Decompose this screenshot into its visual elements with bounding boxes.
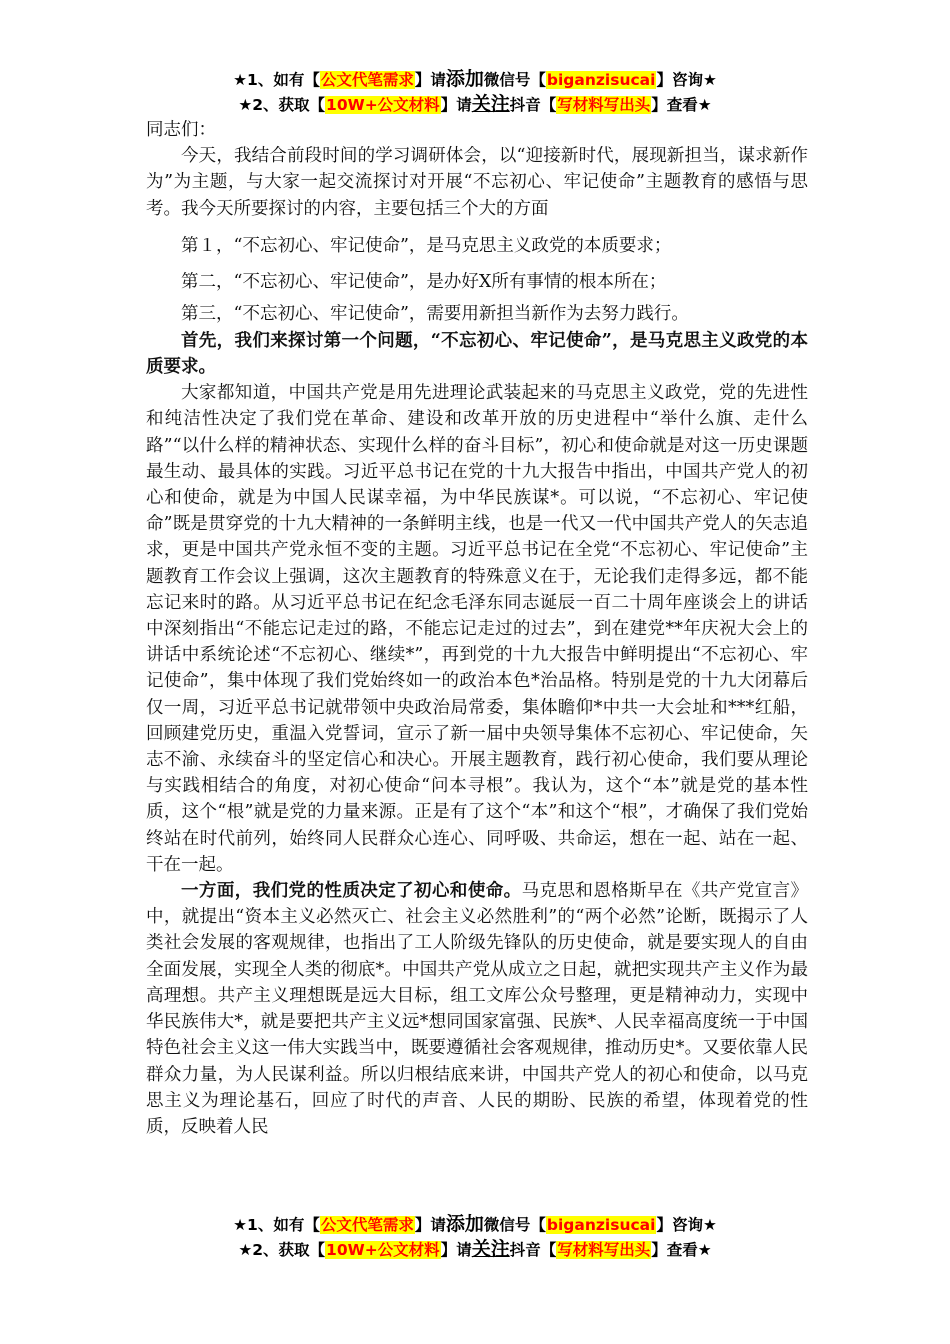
banner-text: 】请 <box>414 71 446 89</box>
banner-text: ★2、获取【 <box>238 1241 326 1259</box>
banner-text: ★1、如有【 <box>233 1216 320 1234</box>
emphasis-add: 添加 <box>445 1213 484 1235</box>
highlight-wechat-id: biganzisucai <box>546 71 656 89</box>
highlight-service: 公文代笔需求 <box>320 71 414 89</box>
point-2: 第二，“不忘初心、牢记使命”，是办好X所有事情的根本所在； <box>181 271 667 292</box>
point-3: 第三，“不忘初心、牢记使命”，需要用新担当新作为去努力践行。 <box>181 303 689 324</box>
banner-line-2 <box>0 1237 950 1262</box>
body-paragraph-2 <box>146 878 808 1140</box>
banner-line-1 <box>0 67 950 92</box>
banner-text: 】查看★ <box>651 1241 712 1259</box>
intro-paragraph: 今天，我结合前段时间的学习调研体会，以“迎接新时代，展现新担当，谋求新作为”为主题，与大家一起交流探讨对开展“不忘初心、牢记使命”主题教育的感悟与思考。我今天所要探讨的内容，主要包括三个大的方面 <box>146 146 808 219</box>
banner-text: 】请 <box>414 1216 446 1234</box>
paragraph-lead: 一方面，我们党的性质决定了初心和使命。 <box>181 881 522 902</box>
banner-text: 】请 <box>440 96 472 114</box>
banner-text: 】咨询★ <box>656 71 717 89</box>
banner-text: ★1、如有【 <box>233 71 320 89</box>
greeting: 同志们： <box>146 120 216 140</box>
banner-line-1 <box>0 1212 950 1237</box>
highlight-douyin-id: 写材料写出头 <box>557 1241 651 1259</box>
highlight-materials: 10W+公文材料 <box>326 96 440 114</box>
banner-text: 抖音【 <box>509 96 557 114</box>
document-body <box>146 117 808 1140</box>
emphasis-follow: 关注 <box>471 93 510 115</box>
paragraph-body: 马克思和恩格斯早在《共产党宣言》中，就提出“资本主义必然灭亡、社会主义必然胜利”的“两个必然”论断，既揭示了人类社会发展的客观规律，也指出了工人阶级先锋队的历史使命，就是要实现人的自由全面发展，实现全人类的彻底*。中国共产党从成立之日起，就把实现共产主义作为最高理想。共产主义理想既是远大目标，组工文库公众号整理，更是精神动力，实现中华民族伟大*，就是要把共产主义远*想同国家富强、民族*、人民幸福高度统一于中国特色社会主义这一伟大实践当中，既要遵循社会客观规律，推动历史*。又要依靠人民群众力量，为人民谋利益。所以归根结底来讲，中国共产党人的初心和使命，以马克思主义为理论基石，回应了时代的声音、人民的期盼、民族的希望，体现着党的性质，反映着人民 <box>146 881 809 1137</box>
header-banner <box>0 67 950 117</box>
section-heading-1: 首先，我们来探讨第一个问题，“不忘初心、牢记使命”，是马克思主义政党的本质要求。 <box>146 330 808 378</box>
banner-text: 抖音【 <box>509 1241 557 1259</box>
highlight-douyin-id: 写材料写出头 <box>557 96 651 114</box>
banner-line-2 <box>0 92 950 117</box>
footer-banner <box>0 1212 950 1262</box>
body-paragraph-1: 大家都知道，中国共产党是用先进理论武装起来的马克思主义政党，党的先进性和纯洁性决定了我们党在革命、建设和改革开放的历史进程中“举什么旗、走什么路”“以什么样的精神状态、实现什么样的奋斗目标”，初心和使命就是对这一历史课题最生动、最具体的实践。习近平总书记在党的十九大报告中指出，中国共产党人的初心和使命，就是为中国人民谋幸福，为中华民族谋*。可以说，“不忘初心、牢记使命”既是贯穿党的十九大精神的一条鲜明主线，也是一代又一代中国共产党人的矢志追求，更是中国共产党永恒不变的主题。习近平总书记在全党“不忘初心、牢记使命”主题教育工作会议上强调，这次主题教育的特殊意义在于，无论我们走得多远，都不能忘记来时的路。从习近平总书记在纪念毛泽东同志诞辰一百二十周年座谈会上的讲话中深刻指出“不能忘记走过的路，不能忘记走过的过去”，到在建党**年庆祝大会上的讲话中系统论述“不忘初心、继续*”，再到党的十九大报告中鲜明提出“不忘初心、牢记使命”，集中体现了我们党始终如一的政治本色*治品格。特别是党的十九大闭幕后仅一周，习近平总书记就带领中央政治局常委，集体瞻仰*中共一大会址和***红船，回顾建党历史，重温入党誓词，宣示了新一届中央领导集体不忘初心、牢记使命，矢志不渝、永续奋斗的坚定信心和决心。开展主题教育，践行初心使命，我们要从理论与实践相结合的角度，对初心使命“问本寻根”。我认为，这个“本”就是党的基本性质，这个“根”就是党的力量来源。正是有了这个“本”和这个“根”，才确保了我们党始终站在时代前列，始终同人民群众心连心、同呼吸、共命运，想在一起、站在一起、干在一起。 <box>146 383 808 875</box>
banner-text: ★2、获取【 <box>238 96 326 114</box>
banner-text: 】请 <box>440 1241 472 1259</box>
emphasis-add: 添加 <box>445 68 484 90</box>
banner-text: 微信号【 <box>483 71 546 89</box>
banner-text: 微信号【 <box>483 1216 546 1234</box>
emphasis-follow: 关注 <box>471 1238 510 1260</box>
banner-text: 】查看★ <box>651 96 712 114</box>
highlight-service: 公文代笔需求 <box>320 1216 414 1234</box>
highlight-materials: 10W+公文材料 <box>326 1241 440 1259</box>
banner-text: 】咨询★ <box>656 1216 717 1234</box>
point-1: 第１，“不忘初心、牢记使命”，是马克思主义政党的本质要求； <box>181 235 672 256</box>
highlight-wechat-id: biganzisucai <box>546 1216 656 1234</box>
